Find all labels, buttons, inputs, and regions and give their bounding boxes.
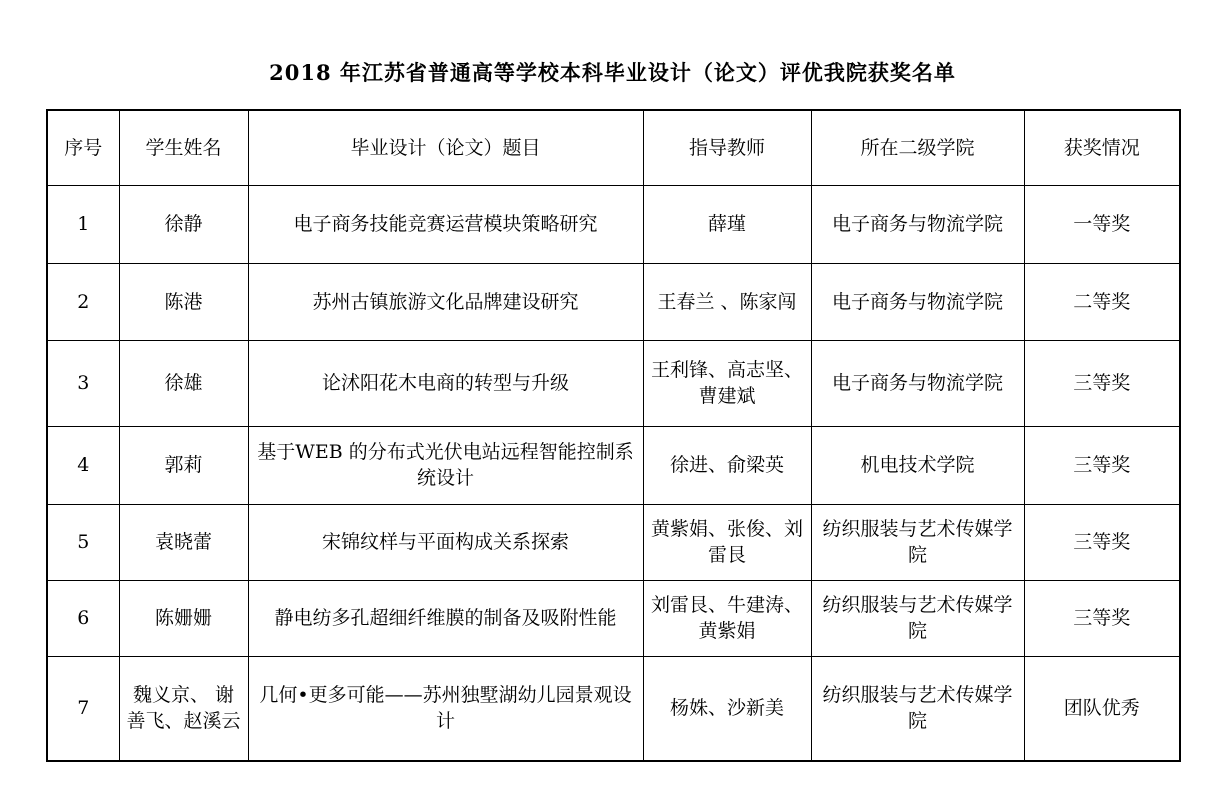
cell-college: 电子商务与物流学院 (811, 340, 1024, 426)
awards-table (46, 109, 1181, 762)
cell-award: 三等奖 (1024, 504, 1180, 580)
cell-advisor: 徐进、俞梁英 (643, 426, 811, 504)
cell-no: 4 (47, 426, 119, 504)
cell-no: 1 (47, 185, 119, 263)
table-row (47, 504, 1180, 580)
cell-topic: 几何•更多可能——苏州独墅湖幼儿园景观设计 (248, 656, 643, 761)
table-row (47, 656, 1180, 761)
cell-topic: 宋锦纹样与平面构成关系探索 (248, 504, 643, 580)
cell-student: 陈姗姗 (119, 580, 248, 656)
cell-topic: 基于WEB 的分布式光伏电站远程智能控制系统设计 (248, 426, 643, 504)
table-row (47, 426, 1180, 504)
cell-topic: 电子商务技能竞赛运营模块策略研究 (248, 185, 643, 263)
cell-no: 7 (47, 656, 119, 761)
cell-student: 魏义京、 谢善飞、赵溪云 (119, 656, 248, 761)
cell-college: 纺织服装与艺术传媒学院 (811, 656, 1024, 761)
cell-student: 徐静 (119, 185, 248, 263)
cell-student: 郭莉 (119, 426, 248, 504)
cell-award: 一等奖 (1024, 185, 1180, 263)
cell-award: 二等奖 (1024, 263, 1180, 340)
cell-advisor: 杨姝、沙新美 (643, 656, 811, 761)
cell-award: 团队优秀 (1024, 656, 1180, 761)
cell-college: 纺织服装与艺术传媒学院 (811, 504, 1024, 580)
cell-no: 2 (47, 263, 119, 340)
cell-topic: 静电纺多孔超细纤维膜的制备及吸附性能 (248, 580, 643, 656)
header-advisor: 指导教师 (643, 110, 811, 185)
cell-advisor: 薛瑾 (643, 185, 811, 263)
cell-advisor: 刘雷艮、牛建涛、黄紫娟 (643, 580, 811, 656)
cell-award: 三等奖 (1024, 580, 1180, 656)
cell-topic: 论沭阳花木电商的转型与升级 (248, 340, 643, 426)
cell-college: 机电技术学院 (811, 426, 1024, 504)
table-row (47, 340, 1180, 426)
cell-student: 袁晓蕾 (119, 504, 248, 580)
header-student: 学生姓名 (119, 110, 248, 185)
table-row (47, 263, 1180, 340)
cell-no: 5 (47, 504, 119, 580)
cell-student: 陈港 (119, 263, 248, 340)
cell-college: 电子商务与物流学院 (811, 263, 1024, 340)
header-no: 序号 (47, 110, 119, 185)
cell-topic: 苏州古镇旅游文化品牌建设研究 (248, 263, 643, 340)
cell-advisor: 王利锋、高志坚、曹建斌 (643, 340, 811, 426)
cell-award: 三等奖 (1024, 340, 1180, 426)
cell-no: 6 (47, 580, 119, 656)
header-college: 所在二级学院 (811, 110, 1024, 185)
document-title: 2018 年江苏省普通高等学校本科毕业设计（论文）评优我院获奖名单 (269, 60, 956, 85)
cell-award: 三等奖 (1024, 426, 1180, 504)
cell-college: 纺织服装与艺术传媒学院 (811, 580, 1024, 656)
cell-student: 徐雄 (119, 340, 248, 426)
cell-no: 3 (47, 340, 119, 426)
cell-advisor: 黄紫娟、张俊、刘雷艮 (643, 504, 811, 580)
table-row (47, 580, 1180, 656)
cell-advisor: 王春兰 、陈家闯 (643, 263, 811, 340)
header-award: 获奖情况 (1024, 110, 1180, 185)
table-header-row (47, 110, 1180, 185)
table-row (47, 185, 1180, 263)
cell-college: 电子商务与物流学院 (811, 185, 1024, 263)
header-topic: 毕业设计（论文）题目 (248, 110, 643, 185)
